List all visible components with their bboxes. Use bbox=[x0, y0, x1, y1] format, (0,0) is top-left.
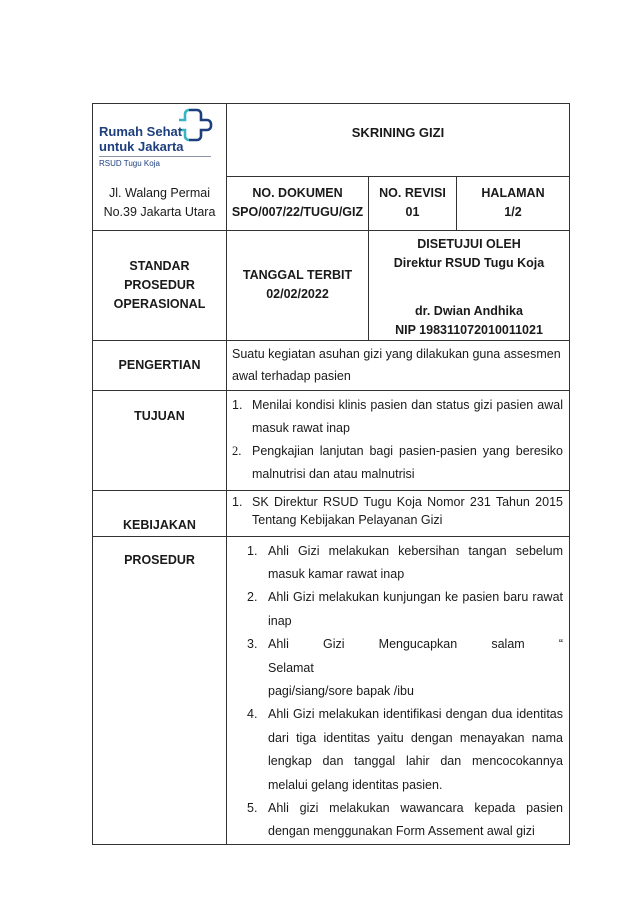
sop-line1: STANDAR bbox=[129, 258, 190, 273]
sop-cell bbox=[93, 230, 227, 340]
logo-line2: untuk Jakarta bbox=[99, 139, 184, 154]
tujuan-item-2 bbox=[232, 440, 563, 486]
tujuan-item-1-line2: masuk rawat inap bbox=[252, 420, 350, 435]
pengertian-line2: awal terhadap pasien bbox=[232, 368, 351, 383]
sop-table bbox=[92, 103, 570, 845]
list-number: 1. bbox=[232, 397, 243, 412]
issue-date-label: TANGGAL TERBIT bbox=[242, 268, 353, 282]
tujuan-item-2-line1: Pengkajian lanjutan bagi pasien-pasien yang beresiko bbox=[252, 443, 563, 458]
approval-nip: NIP 198311072010011021 bbox=[395, 322, 543, 337]
pengertian-label: PENGERTIAN bbox=[118, 358, 201, 372]
prosedur-list bbox=[247, 540, 563, 844]
sop-line3: OPERASIONAL bbox=[113, 296, 206, 311]
prosedur-content-cell bbox=[227, 536, 570, 844]
revision-value: 01 bbox=[405, 205, 420, 219]
logo-wordmark bbox=[99, 124, 184, 154]
prosedur-item-3 bbox=[247, 633, 563, 703]
pengertian-content-cell bbox=[227, 340, 570, 390]
list-number: 5. bbox=[247, 800, 258, 815]
document-title: SKRINING GIZI bbox=[351, 125, 445, 140]
prosedur-item-5 bbox=[247, 797, 563, 844]
page-label: HALAMAN bbox=[481, 186, 545, 200]
logo-divider bbox=[99, 156, 211, 157]
list-number: 1. bbox=[232, 494, 243, 509]
logo-cell bbox=[93, 104, 227, 177]
prosedur-item-4-line3: lengkap dan tanggal lahir dan mencocokannya bbox=[268, 754, 563, 769]
logo-line1: Rumah Sehat bbox=[99, 124, 183, 139]
logo-subtitle: RSUD Tugu Koja bbox=[99, 159, 160, 168]
prosedur-label-cell bbox=[93, 536, 227, 844]
tujuan-list bbox=[232, 394, 563, 486]
kebijakan-item-1 bbox=[232, 493, 563, 529]
prosedur-item-4 bbox=[247, 703, 563, 797]
approval-label: DISETUJUI OLEH bbox=[417, 236, 521, 251]
prosedur-item-1 bbox=[247, 540, 563, 587]
issue-date-value: 02/02/2022 bbox=[266, 287, 329, 301]
page-value: 1/2 bbox=[504, 205, 522, 219]
prosedur-item-2-line2: inap bbox=[268, 613, 292, 628]
prosedur-item-3-line1: Ahli Gizi Mengucapkan salam “ Selamat bbox=[268, 637, 563, 675]
kebijakan-item-1-line2: Tentang Kebijakan Pelayanan Gizi bbox=[252, 512, 443, 527]
tujuan-item-1-line1: Menilai kondisi klinis pasien dan status gizi pasien awal bbox=[252, 397, 563, 412]
pengertian-line1: Suatu kegiatan asuhan gizi yang dilakukan guna assesmen bbox=[232, 346, 561, 361]
list-number: 3. bbox=[247, 637, 258, 652]
pengertian-label-cell bbox=[93, 340, 227, 390]
address-line1: Jl. Walang Permai bbox=[109, 185, 210, 200]
tujuan-item-1 bbox=[232, 394, 563, 440]
kebijakan-item-1-line1: SK Direktur RSUD Tugu Koja Nomor 231 Tahun 2015 bbox=[252, 494, 563, 509]
issue-date-cell bbox=[227, 230, 369, 340]
prosedur-item-5-line2: dengan menggunakan Form Assement awal gizi bbox=[268, 824, 535, 839]
prosedur-item-1-line1: Ahli Gizi melakukan kebersihan tangan sebelum bbox=[268, 543, 563, 558]
kebijakan-label: KEBIJAKAN bbox=[123, 517, 196, 532]
prosedur-item-3-line2: pagi/siang/sore bapak /ibu bbox=[268, 683, 414, 698]
doc-number-cell bbox=[227, 176, 369, 230]
list-number: 1. bbox=[247, 543, 258, 558]
list-number: 2. bbox=[247, 590, 258, 605]
list-number: 2. bbox=[232, 443, 242, 458]
kebijakan-list bbox=[232, 493, 563, 529]
tujuan-content-cell bbox=[227, 390, 570, 490]
revision-label: NO. REVISI bbox=[379, 186, 446, 200]
sop-line2: PROSEDUR bbox=[124, 277, 195, 292]
address-line2: No.39 Jakarta Utara bbox=[103, 204, 216, 219]
approval-name: dr. Dwian Andhika bbox=[415, 303, 523, 318]
doc-number-label: NO. DOKUMEN bbox=[252, 186, 343, 200]
approval-by: Direktur RSUD Tugu Koja bbox=[393, 255, 545, 270]
approval-cell bbox=[369, 230, 570, 340]
revision-cell bbox=[369, 176, 457, 230]
doc-number-value: SPO/007/22/TUGU/GIZ bbox=[231, 205, 364, 219]
address-cell bbox=[93, 176, 227, 230]
prosedur-item-2-line1: Ahli Gizi melakukan kunjungan ke pasien baru rawat bbox=[268, 590, 563, 605]
prosedur-item-4-line1: Ahli Gizi melakukan identifikasi dengan dua identitas bbox=[268, 707, 563, 722]
tujuan-label: TUJUAN bbox=[134, 408, 185, 423]
list-number: 4. bbox=[247, 707, 258, 722]
kebijakan-label-cell bbox=[93, 490, 227, 536]
prosedur-item-1-line2: masuk kamar rawat inap bbox=[268, 566, 405, 581]
document-title-cell bbox=[227, 104, 570, 177]
tujuan-label-cell bbox=[93, 390, 227, 490]
prosedur-item-5-line1: Ahli gizi melakukan wawancara kepada pasien bbox=[268, 800, 563, 815]
kebijakan-content-cell bbox=[227, 490, 570, 536]
prosedur-item-4-line2: dari tiga identitas yaitu dengan menayakan nama bbox=[268, 730, 563, 745]
page-cell bbox=[457, 176, 570, 230]
prosedur-label: PROSEDUR bbox=[124, 552, 195, 567]
prosedur-item-4-line4: melalui gelang identitas pasien. bbox=[268, 777, 443, 792]
tujuan-item-2-line2: malnutrisi dan atau malnutrisi bbox=[252, 466, 415, 481]
prosedur-item-2 bbox=[247, 586, 563, 633]
